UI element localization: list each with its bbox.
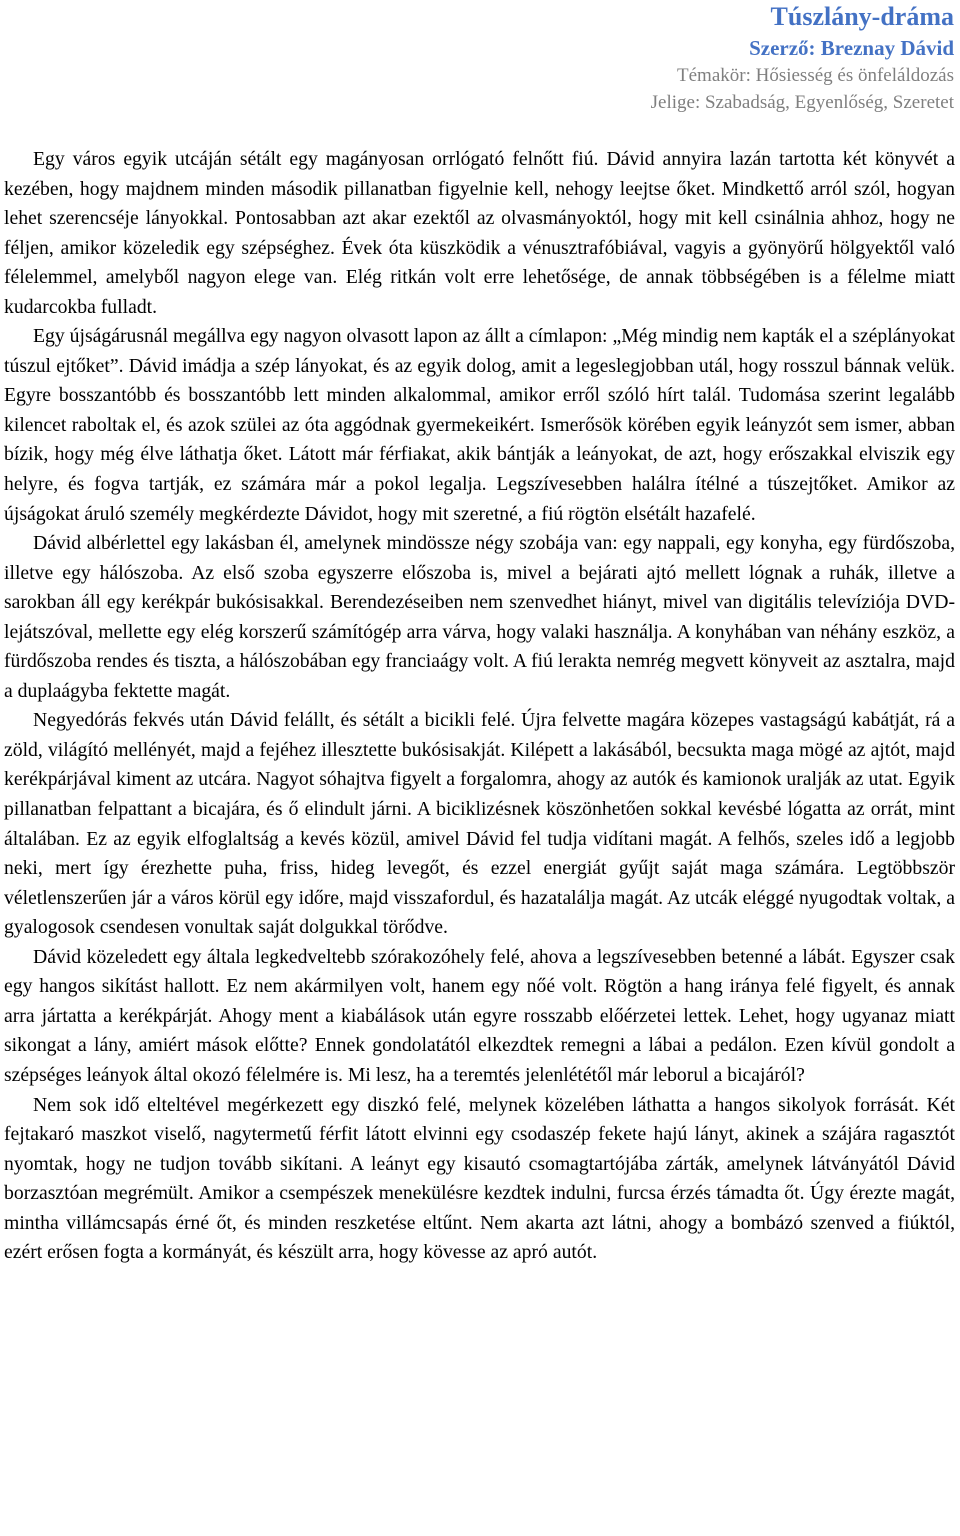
paragraph: Egy újságárusnál megállva egy nagyon olvasott lapon az állt a címlapon: „Még mindig nem kapták el a széplányokat túszul ejtőket”. Dávid imádja a szép lányokat, és az egyik dolog, amit a legeslegjobban utál, hogy rosszul bánnak velük. Egyre bosszantóbb és bosszantóbb lett minden alkalommal, amikor erről szóló hírt talál. Tudomása szerint legalább kilencet raboltak el, és azok szülei az óta aggódnak gyermekeikért. Ismerősök körében egyik leányzót sem ismer, abban bízik, hogy még élve láthatja őket. Látott már férfiakat, akik bántják a leányokat, de azt, hogy erőszakkal elviszik egy helyre, és fogva tartják, ez számára már a pokol legalja. Legszívesebben halálra ítélné a túszejtőket. Amikor az újságokat áruló személy megkérdezte Dávidot, hogy mit szeretné, a fiú rögtön elsétált hazafelé. bbox=[4, 325, 955, 525]
story-title: Túszlány-dráma bbox=[770, 2, 954, 31]
paragraph: Egy város egyik utcáján sétált egy magányosan orrlógató felnőtt fiú. Dávid annyira lazán tartotta két könyvét a kezében, hogy majdnem minden második pillanatban figyelnie kell, nehogy leejtse őket. Mindkettő arról szól, hogyan lehet szerencséje lányokkal. Pontosabban azt akar ezektől az olvasmányoktól, hogy mit kell csinálnia ahhoz, hogy ne féljen, amikor közeledik egy szépséghez. Évek óta küszködik a vénusztrafóbiával, vagyis a gyönyörű hölgyektől való félelemmel, amelyből nagyon elege van. Elég ritkán volt erre lehetősége, de annak többségében is a félelme miatt kudarcokba fulladt. bbox=[4, 148, 955, 318]
story-body bbox=[4, 145, 955, 1268]
document-header bbox=[651, 0, 954, 116]
topic-line: Témakör: Hősiesség és önfeláldozás bbox=[677, 65, 954, 86]
author-line: Szerző: Breznay Dávid bbox=[749, 36, 954, 60]
paragraph: Negyedórás fekvés után Dávid felállt, és sétált a bicikli felé. Újra felvette magára közepes vastagságú kabátját, rá a zöld, világító mellényét, majd a fejéhez illesztette bukósisakját. Kilépett a lakásából, becsukta maga mögé az ajtót, majd kerékpárjával kiment az utcára. Nagyot sóhajtva figyelt a forgalomra, ahogy az autók és kamionok uralják az utat. Egyik pillanatban felpattant a bicajára, és ő elindult járni. A biciklizésnek köszönhetően sokkal kevésbé lógatta az orrát, mint általában. Ez az egyik elfoglaltság a kevés közül, amivel Dávid fel tudja vidítani magát. A felhős, szeles idő a legjobb neki, mert így érezhette puha, friss, hideg levegőt, és ezzel energiát gyűjt saját maga számára. Legtöbbször véletlenszerűen jár a város körül egy időre, majd visszafordul, és hazatalálja magát. Az utcák eléggé nyugodtak voltak, a gyalogosok csendesen vonultak saját dolgukkal törődve. bbox=[4, 709, 955, 939]
paragraph: Dávid albérlettel egy lakásban él, amelynek mindössze négy szobája van: egy nappali, egy konyha, egy fürdőszoba, illetve egy hálószoba. Az első szoba egyszerre előszoba is, mivel a bejárati ajtó mellett lógnak a ruhák, illetve a sarokban áll egy kerékpár bukósisakkal. Berendezéseiben nem szenvedhet hiányt, mivel van digitális televíziója DVD-lejátszóval, mellette egy elég korszerű számítógép arra várva, hogy valaki használja. A konyhában van néhány eszköz, a fürdőszoba rendes és tiszta, a hálószobában egy franciaágy volt. A fiú lerakta nemrég megvett könyveit az asztalra, majd a duplaágyba fektette magát. bbox=[4, 532, 955, 702]
paragraph: Nem sok idő elteltével megérkezett egy diszkó felé, melynek közelében láthatta a hangos sikolyok forrását. Két fejtakaró maszkot viselő, nagytermetű férfit látott elvinni egy csodaszép fekete hajú lányt, akinek a szájára ragasztót nyomtak, hogy ne tudjon tovább sikítani. A leányt egy kisautó csomagtartójába zárták, amelynek látványától Dávid borzasztóan megrémült. Amikor a csempészek menekülésre kezdtek indulni, furcsa érzés támadta őt. Úgy érezte magát, mintha villámcsapás érné őt, és minden reszketése eltűnt. Nem akarta azt látni, ahogy a bombázó szenved a fiúktól, ezért erősen fogta a kormányát, és készült arra, hogy kövesse az apró autót. bbox=[4, 1093, 955, 1264]
paragraph: Dávid közeledett egy általa legkedveltebb szórakozóhely felé, ahova a legszívesebben betenné a lábát. Egyszer csak egy hangos sikítást hallott. Ez nem akármilyen volt, hanem egy nőé volt. Rögtön a hang iránya felé figyelt, és annak arra jártatta a kerékpárját. Ahogy ment a kiabálások után egyre rosszabb előérzetei lettek. Lehet, hogy ugyanaz miatt sikongat a lány, amiért mások előtte? Ennek gondolatától elkezdtek remegni a lábai a pedálon. Ezen kívül gondolt a szépséges leányok által okozó félelmére is. Mi lesz, ha a teremtés jelenlététől már leborul a bicajáról? bbox=[4, 945, 955, 1086]
motto-line: Jelige: Szabadság, Egyenlőség, Szeretet bbox=[650, 92, 954, 113]
